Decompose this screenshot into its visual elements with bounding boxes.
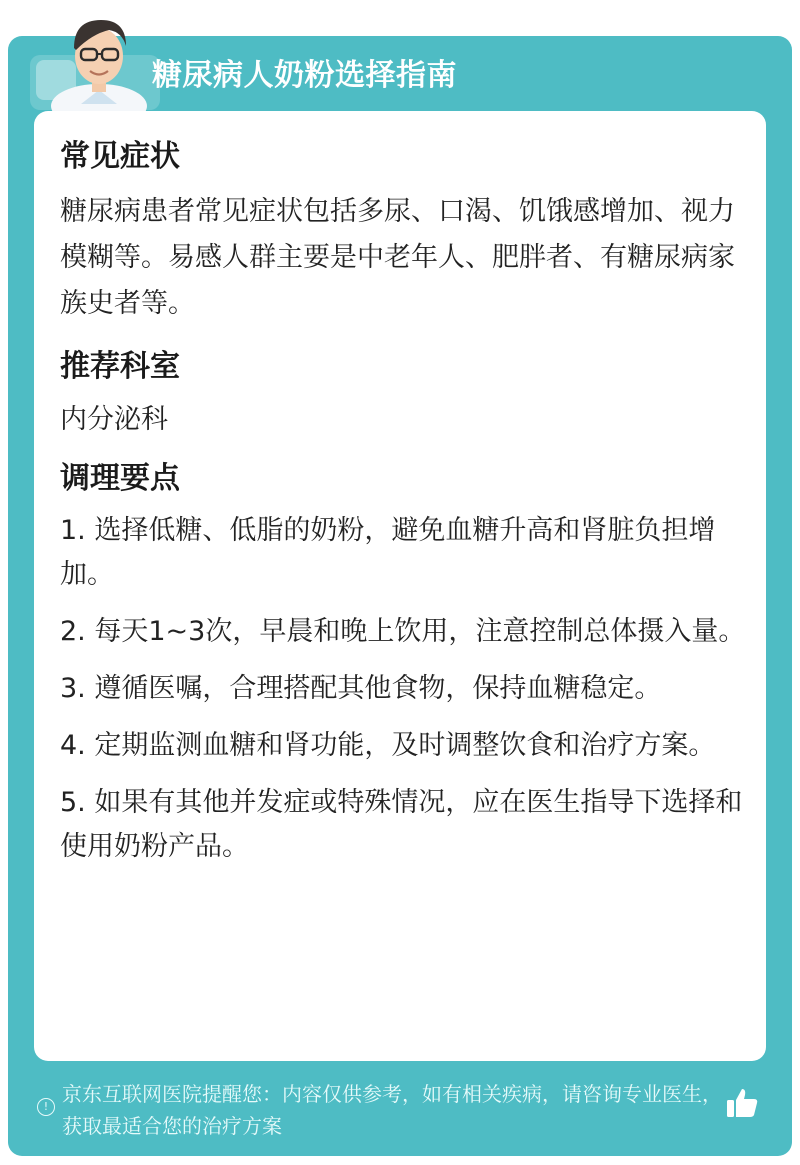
card-content — [60, 131, 750, 869]
thumbs-up-icon[interactable] — [724, 1085, 760, 1121]
section-title-department: 推荐科室 — [60, 349, 180, 384]
department-text: 内分泌科 — [60, 404, 168, 435]
footer-notice: 京东互联网医院提醒您：内容仅供参考，如有相关疾病，请咨询专业医生，获取最适合您的治疗方案 — [62, 1082, 722, 1138]
section-title-symptoms: 常见症状 — [60, 139, 180, 174]
care-point: 5. 如果有其他并发症或特殊情况，应在医生指导下选择和使用奶粉产品。 — [60, 787, 743, 862]
info-icon: ! — [37, 1098, 55, 1116]
content-card — [34, 111, 766, 1061]
page-title: 糖尿病人奶粉选择指南 — [152, 58, 457, 93]
care-point: 3. 遵循医嘱，合理搭配其他食物，保持血糖稳定。 — [60, 673, 662, 704]
doctor-avatar — [44, 6, 154, 114]
symptoms-text: 糖尿病患者常见症状包括多尿、口渴、饥饿感增加、视力模糊等。易感人群主要是中老年人、肥胖者、有糖尿病家族史者等。 — [60, 196, 735, 319]
section-title-care-points: 调理要点 — [60, 461, 180, 496]
care-point: 1. 选择低糖、低脂的奶粉，避免血糖升高和肾脏负担增加。 — [60, 515, 716, 590]
care-point: 2. 每天1~3次，早晨和晚上饮用，注意控制总体摄入量。 — [60, 616, 746, 647]
care-point: 4. 定期监测血糖和肾功能，及时调整饮食和治疗方案。 — [60, 730, 716, 761]
